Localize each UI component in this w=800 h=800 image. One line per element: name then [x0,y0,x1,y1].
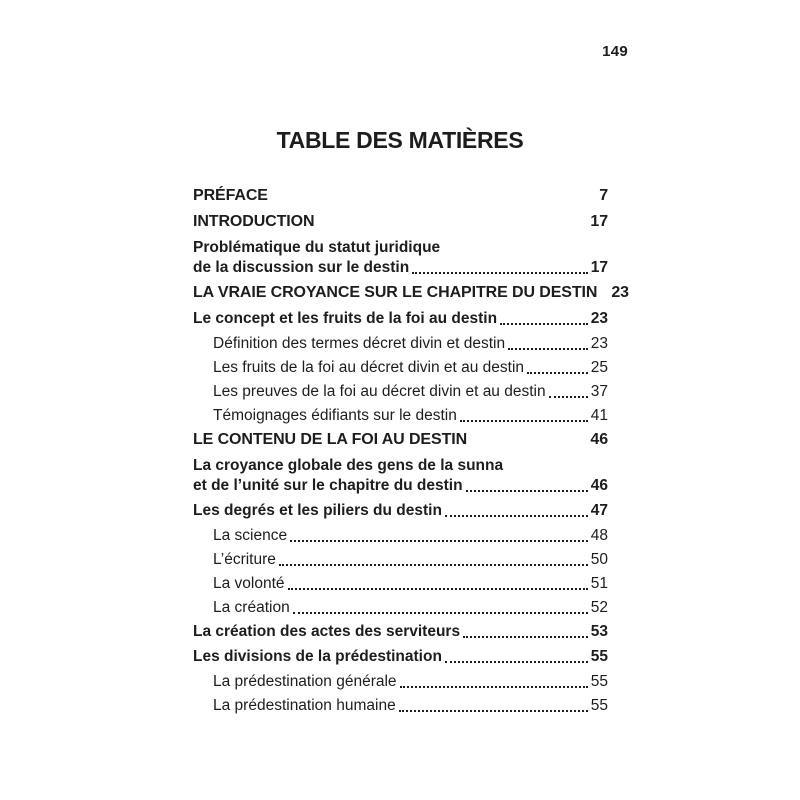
toc-entry [193,672,608,692]
toc-entry-row [213,672,608,692]
toc-entry [193,598,608,618]
toc-entry-row [213,696,608,716]
toc-entry-label-line2: LA VRAIE CROYANCE SUR LE CHAPITRE DU DESTIN [193,284,598,301]
toc-entry [193,309,608,329]
dot-leader [279,564,588,566]
toc-entry [193,501,608,521]
toc-entry [193,622,608,642]
toc-entry-label: La croyance globale des gens de la sunna [193,457,504,474]
dot-leader [399,710,588,712]
toc-entry-row [213,550,608,570]
toc-entry-row [213,574,608,594]
dot-leader [400,686,588,688]
toc-entry-page: 23 [611,284,629,301]
toc-entry-row [193,622,608,642]
toc-entry-row [193,212,608,232]
toc-entry-label-line2: Les fruits de la foi au décret divin et au destin [213,359,525,376]
toc-entry-row [193,258,608,278]
dot-leader [290,540,588,542]
toc-entry-row [193,309,608,329]
toc-entry [193,574,608,594]
toc-entry-page: 48 [590,527,608,544]
toc-entry-row [193,501,608,521]
dot-leader [293,612,588,614]
toc-entry-page: 46 [590,477,608,494]
dot-leader [500,323,588,325]
toc-entry-page: 23 [590,310,608,327]
toc-entry-label-line2: et de l’unité sur le chapitre du destin [193,477,463,494]
toc-entry-page: 55 [590,673,608,690]
toc-entry-row [193,647,608,667]
page-title: TABLE DES MATIÈRES [276,127,524,153]
toc-entry-label-line2: La prédestination humaine [213,697,396,714]
dot-leader [549,396,588,398]
toc-entry-page: 17 [590,259,608,276]
toc-entry-row [213,598,608,618]
toc-entry-label-line2: INTRODUCTION [193,213,315,230]
dot-leader [463,636,588,638]
toc-entry-label-line2: Définition des termes décret divin et destin [213,335,506,352]
toc-entry-page: 25 [590,359,608,376]
toc-entry-row [193,283,629,303]
toc-entry [193,334,608,354]
toc-entry [193,382,608,402]
toc-entry [193,358,608,378]
toc-entry-label-line2: Les divisions de la prédestination [193,648,442,665]
toc-entry-row [193,430,608,450]
toc-entry-label: Problématique du statut juridique [193,239,441,256]
toc-entry-label-line2: La science [213,527,288,544]
dot-leader [460,420,588,422]
toc-entry-page: 7 [599,187,608,204]
toc-entry-label-line2: La prédestination générale [213,673,397,690]
toc-entry-page: 47 [590,502,608,519]
dot-leader [288,588,588,590]
toc-entry [193,212,608,232]
toc-entry-label-line2: Les preuves de la foi au décret divin et au destin [213,383,546,400]
table-of-contents [193,184,629,720]
dot-leader [445,515,588,517]
toc-entry-label-line2: La volonté [213,575,285,592]
toc-entry-row [193,476,608,496]
toc-entry-row [213,406,608,426]
toc-entry-page: 46 [590,431,608,448]
dot-leader [445,661,588,663]
toc-entry-page: 55 [590,697,608,714]
toc-entry-page: 53 [590,623,608,640]
toc-entry-label-line2: La création [213,599,290,616]
toc-entry [193,406,608,426]
toc-entry-row [213,334,608,354]
toc-entry-row [193,186,608,206]
toc-entry-label-line2: de la discussion sur le destin [193,259,410,276]
toc-entry-label-line2: L’écriture [213,551,276,568]
toc-entry [193,283,629,303]
toc-entry-page: 41 [590,407,608,424]
dot-leader [412,272,588,274]
toc-entry-row [213,382,608,402]
dot-leader [527,372,588,374]
toc-entry-page: 37 [590,383,608,400]
toc-entry-page: 52 [590,599,608,616]
toc-entry-label-line2: Les degrés et les piliers du destin [193,502,442,519]
toc-entry [193,647,608,667]
toc-entry-row [213,526,608,546]
toc-entry [193,186,608,206]
toc-entry [193,550,608,570]
toc-entry-page: 17 [590,213,608,230]
folio-page-number: 149 [602,43,628,60]
dot-leader [508,348,588,350]
toc-entry-page: 55 [590,648,608,665]
toc-entry-label-line2: PRÉFACE [193,187,268,204]
toc-entry [193,456,608,496]
toc-entry [193,696,608,716]
toc-entry-page: 23 [590,335,608,352]
toc-entry-row [213,358,608,378]
dot-leader [466,490,588,492]
toc-entry-page: 51 [590,575,608,592]
toc-entry-label-line2: LE CONTENU DE LA FOI AU DESTIN [193,431,468,448]
toc-entry [193,238,608,278]
toc-entry-label-line2: Le concept et les fruits de la foi au destin [193,310,498,327]
toc-entry [193,430,608,450]
toc-entry-label-line2: La création des actes des serviteurs [193,623,461,640]
toc-entry-label-line2: Témoignages édifiants sur le destin [213,407,457,424]
toc-entry [193,526,608,546]
toc-entry-page: 50 [590,551,608,568]
